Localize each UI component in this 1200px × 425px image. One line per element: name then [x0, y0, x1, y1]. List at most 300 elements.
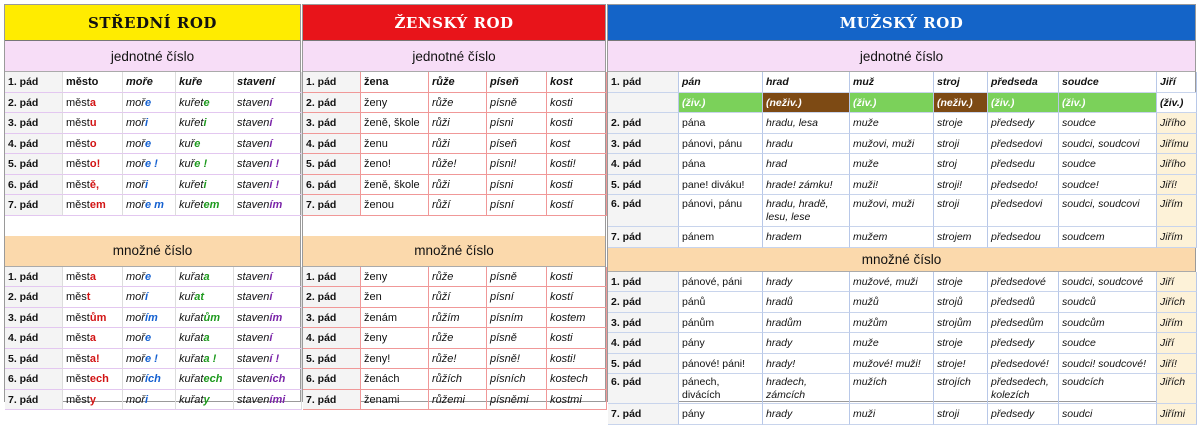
feminine-plural-label: množné číslo: [303, 236, 605, 267]
word-form: předsedy: [988, 333, 1059, 354]
word-ending: í: [269, 137, 273, 150]
word-stem: měst: [66, 270, 90, 283]
word-stem: moř: [126, 373, 145, 385]
word-form: Jiřími: [1157, 404, 1197, 425]
word-stem: staven: [237, 393, 270, 406]
word-form: Jiřích: [1157, 374, 1197, 404]
feminine-plural-table: [303, 267, 605, 411]
word-ending: i: [144, 117, 149, 129]
word-form: pánovi, pánu: [679, 195, 763, 227]
word-form: růžemi: [429, 390, 487, 411]
word-form: [123, 93, 176, 114]
word-form: [123, 134, 176, 155]
word-form: písní: [487, 287, 547, 308]
header-word: píseň: [487, 72, 547, 93]
word-form: [123, 308, 176, 329]
word-ending: i: [144, 393, 149, 406]
word-stem: kuřet: [179, 199, 204, 211]
header-word: žena: [361, 72, 429, 93]
word-stem: měst: [66, 373, 90, 385]
case-label: 2. pád: [608, 113, 679, 134]
word-form: pána: [679, 154, 763, 175]
word-form: pánů: [679, 292, 763, 313]
word-form: kosti: [547, 328, 607, 349]
word-stem: moř: [126, 137, 145, 150]
word-ending: ími: [269, 393, 286, 406]
word-ending: e !: [144, 158, 158, 170]
word-ending: i: [203, 178, 207, 191]
word-stem: kuřat: [179, 332, 204, 344]
word-form: hrady: [763, 272, 850, 293]
word-stem: měst: [66, 393, 90, 406]
word-form: [63, 369, 123, 390]
word-form: předsedovi: [988, 195, 1059, 227]
case-label: 2. pád: [5, 287, 63, 308]
word-form: předsedové: [988, 272, 1059, 293]
word-form: soudce: [1059, 333, 1157, 354]
word-stem: staven: [237, 373, 270, 385]
word-form: pány: [679, 404, 763, 425]
word-form: kost: [547, 134, 607, 155]
word-form: hrady!: [763, 354, 850, 375]
word-form: pánem: [679, 227, 763, 248]
header-word: kost: [547, 72, 607, 93]
word-form: kosti!: [547, 154, 607, 175]
feminine-title: ŽENSKÝ ROD: [303, 5, 605, 41]
masculine-panel: [607, 4, 1196, 420]
word-form: pane! diváku!: [679, 175, 763, 196]
case-label: 6. pád: [608, 374, 679, 404]
header-word: Jiří: [1157, 72, 1197, 93]
word-form: pánech, divácích: [679, 374, 763, 404]
word-stem: kuřat: [179, 393, 204, 406]
word-stem: staven: [237, 270, 270, 283]
word-ending: ech: [89, 373, 109, 385]
word-form: stroje: [934, 113, 988, 134]
case-label: 1. pád: [5, 72, 63, 93]
word-stem: kuřet: [179, 178, 204, 191]
word-form: soudce: [1059, 154, 1157, 175]
animacy-label: (živ.): [1157, 93, 1197, 114]
word-form: růží: [429, 287, 487, 308]
case-label: 5. pád: [303, 154, 361, 175]
word-ending: a!: [89, 352, 100, 365]
word-ending: i: [203, 117, 207, 129]
word-form: ženám: [361, 308, 429, 329]
word-form: písním: [487, 308, 547, 329]
word-form: [176, 154, 234, 175]
word-stem: moř: [126, 393, 145, 406]
case-label: 3. pád: [5, 113, 63, 134]
word-stem: moř: [126, 117, 145, 129]
case-label: 7. pád: [608, 227, 679, 248]
header-word: stroj: [934, 72, 988, 93]
word-stem: staven: [237, 137, 270, 150]
word-form: růžích: [429, 369, 487, 390]
word-form: stroje: [934, 272, 988, 293]
word-ending: i: [144, 178, 149, 191]
word-form: [63, 134, 123, 155]
word-form: ženu: [361, 134, 429, 155]
word-stem: staven: [237, 117, 270, 129]
header-word: předseda: [988, 72, 1059, 93]
word-form: soudcem: [1059, 227, 1157, 248]
word-form: mužem: [850, 227, 934, 248]
word-form: soudce!: [1059, 175, 1157, 196]
word-form: kosti: [547, 267, 607, 288]
word-form: [176, 349, 234, 370]
case-label: 7. pád: [5, 195, 63, 216]
feminine-singular-table: [303, 72, 605, 216]
animacy-label: (neživ.): [934, 93, 988, 114]
word-ending: a: [89, 332, 96, 344]
case-label: 5. pád: [303, 349, 361, 370]
word-stem: kuřat: [179, 352, 204, 365]
case-label: 3. pád: [608, 313, 679, 334]
word-form: mužovi, muži: [850, 134, 934, 155]
word-form: písní: [487, 195, 547, 216]
word-stem: moř: [126, 199, 145, 211]
word-ending: ím: [144, 311, 158, 324]
word-ending: í !: [269, 352, 280, 365]
word-form: stroji: [934, 134, 988, 155]
word-form: [123, 154, 176, 175]
word-form: kosti: [547, 93, 607, 114]
header-word: muž: [850, 72, 934, 93]
word-form: strojům: [934, 313, 988, 334]
word-form: Jiřím: [1157, 227, 1197, 248]
case-label: 4. pád: [303, 328, 361, 349]
word-form: [176, 93, 234, 114]
word-form: [176, 134, 234, 155]
word-ending: e: [144, 137, 152, 150]
word-form: kosti!: [547, 349, 607, 370]
word-form: hradů: [763, 292, 850, 313]
word-ending: í: [144, 291, 149, 303]
word-form: Jiřím: [1157, 313, 1197, 334]
case-label: 1. pád: [608, 272, 679, 293]
word-form: stroje: [934, 333, 988, 354]
word-stem: kuřat: [179, 270, 204, 283]
word-form: soudci, soudcovi: [1059, 195, 1157, 227]
word-stem: měst: [66, 137, 90, 150]
word-stem: měst: [66, 96, 90, 109]
word-form: růži: [429, 175, 487, 196]
word-ending: ě,: [89, 178, 100, 191]
case-label: 1. pád: [5, 267, 63, 288]
word-form: Jiří: [1157, 333, 1197, 354]
case-label: 7. pád: [608, 404, 679, 425]
word-ending: e: [144, 270, 152, 283]
word-form: mužích: [850, 374, 934, 404]
masculine-plural-label: množné číslo: [608, 248, 1195, 272]
case-label: 1. pád: [303, 72, 361, 93]
word-form: muže: [850, 154, 934, 175]
word-form: hradu, hradě, lesu, lese: [763, 195, 850, 227]
word-form: [234, 308, 302, 329]
word-form: ženě, škole: [361, 175, 429, 196]
word-form: [123, 369, 176, 390]
header-word: moře: [123, 72, 176, 93]
case-label: 6. pád: [5, 175, 63, 196]
word-form: ženě, škole: [361, 113, 429, 134]
word-stem: moř: [126, 178, 145, 191]
word-stem: staven: [237, 96, 270, 109]
word-form: hradech, zámcích: [763, 374, 850, 404]
word-form: soudcům: [1059, 313, 1157, 334]
word-form: soudce: [1059, 113, 1157, 134]
word-form: Jiřích: [1157, 292, 1197, 313]
word-form: soudcích: [1059, 374, 1157, 404]
word-form: ženo!: [361, 154, 429, 175]
word-form: [234, 287, 302, 308]
word-form: ženy: [361, 328, 429, 349]
animacy-spacer: [608, 93, 679, 114]
word-form: ženy: [361, 93, 429, 114]
word-form: [63, 390, 123, 411]
word-form: písni: [487, 175, 547, 196]
word-ending: e !: [194, 158, 208, 170]
word-ending: y: [203, 393, 210, 406]
word-form: stroje!: [934, 354, 988, 375]
word-form: předsedové!: [988, 354, 1059, 375]
word-form: soudců: [1059, 292, 1157, 313]
word-form: pánové! páni!: [679, 354, 763, 375]
word-stem: měst: [66, 117, 90, 129]
word-form: [234, 195, 302, 216]
word-form: [123, 113, 176, 134]
case-label: 5. pád: [608, 354, 679, 375]
word-stem: kuř: [179, 291, 195, 303]
word-form: kostech: [547, 369, 607, 390]
word-stem: kuř: [179, 158, 195, 170]
word-form: [63, 113, 123, 134]
word-stem: moř: [126, 270, 145, 283]
case-label: 2. pád: [5, 93, 63, 114]
header-word: kuře: [176, 72, 234, 93]
case-label: 5. pád: [5, 154, 63, 175]
word-form: žen: [361, 287, 429, 308]
word-ending: e: [194, 137, 201, 150]
word-form: [63, 308, 123, 329]
animacy-label: (živ.): [679, 93, 763, 114]
word-form: soudci: [1059, 404, 1157, 425]
word-form: mužové! muži!: [850, 354, 934, 375]
word-stem: měst: [66, 178, 90, 191]
word-form: hradu: [763, 134, 850, 155]
word-stem: měst: [66, 332, 90, 344]
word-form: hrady: [763, 404, 850, 425]
feminine-singular-label: jednotné číslo: [303, 41, 605, 72]
case-label: 3. pád: [5, 308, 63, 329]
word-form: růží: [429, 195, 487, 216]
word-form: předsedo!: [988, 175, 1059, 196]
case-label: 6. pád: [5, 369, 63, 390]
word-form: písně: [487, 328, 547, 349]
case-label: 7. pád: [5, 390, 63, 411]
word-ending: í: [269, 117, 273, 129]
word-ending: u: [89, 117, 97, 129]
word-stem: kuřat: [179, 373, 204, 385]
word-form: mužů: [850, 292, 934, 313]
word-ending: a: [203, 270, 210, 283]
word-form: [176, 267, 234, 288]
case-label: 6. pád: [303, 369, 361, 390]
word-form: stroji: [934, 195, 988, 227]
word-stem: kuřet: [179, 96, 204, 109]
word-form: předsedou: [988, 227, 1059, 248]
word-stem: staven: [237, 311, 270, 324]
header-word: stavení: [234, 72, 302, 93]
word-ending: e: [144, 96, 152, 109]
word-form: [63, 93, 123, 114]
word-form: strojích: [934, 374, 988, 404]
word-form: [176, 369, 234, 390]
word-stem: staven: [237, 352, 270, 365]
word-form: ženy!: [361, 349, 429, 370]
word-ending: a !: [203, 352, 217, 365]
word-form: [63, 328, 123, 349]
word-form: předsedovi: [988, 134, 1059, 155]
word-form: pány: [679, 333, 763, 354]
word-form: [234, 349, 302, 370]
word-form: [176, 328, 234, 349]
case-label: 1. pád: [303, 267, 361, 288]
animacy-label: (neživ.): [763, 93, 850, 114]
word-form: stroji!: [934, 175, 988, 196]
word-ending: ech: [203, 373, 223, 385]
word-form: růži: [429, 134, 487, 155]
case-label: 6. pád: [303, 175, 361, 196]
word-ending: ím: [269, 311, 283, 324]
word-form: pánovi, pánu: [679, 134, 763, 155]
word-stem: kuř: [179, 137, 195, 150]
case-label: 7. pád: [303, 195, 361, 216]
word-form: [123, 349, 176, 370]
word-form: písně!: [487, 349, 547, 370]
word-ending: o: [89, 137, 97, 150]
case-label: 2. pád: [303, 287, 361, 308]
word-form: mužům: [850, 313, 934, 334]
case-label: 4. pád: [5, 134, 63, 155]
word-form: kostmi: [547, 390, 607, 411]
header-word: pán: [679, 72, 763, 93]
case-label: 2. pád: [303, 93, 361, 114]
word-stem: měst: [66, 158, 90, 170]
word-stem: měs: [66, 291, 87, 303]
word-form: předsedu: [988, 154, 1059, 175]
case-label: 5. pád: [5, 349, 63, 370]
word-form: hradům: [763, 313, 850, 334]
word-form: [123, 195, 176, 216]
word-form: [176, 287, 234, 308]
word-form: [63, 175, 123, 196]
word-form: [123, 175, 176, 196]
word-form: pánům: [679, 313, 763, 334]
word-form: [63, 349, 123, 370]
word-form: stroj: [934, 154, 988, 175]
word-form: ženy: [361, 267, 429, 288]
case-label: 7. pád: [303, 390, 361, 411]
word-stem: staven: [237, 158, 270, 170]
word-form: soudci, soudcové: [1059, 272, 1157, 293]
case-label: 3. pád: [303, 113, 361, 134]
word-stem: moř: [126, 158, 145, 170]
animacy-label: (živ.): [1059, 93, 1157, 114]
case-label: 4. pád: [608, 333, 679, 354]
word-form: ženou: [361, 195, 429, 216]
word-form: písně: [487, 267, 547, 288]
word-form: písni: [487, 113, 547, 134]
word-form: soudci! soudcové!: [1059, 354, 1157, 375]
neuter-singular-table: [5, 72, 300, 216]
word-form: [234, 154, 302, 175]
word-stem: měst: [66, 199, 90, 211]
header-word: hrad: [763, 72, 850, 93]
word-form: Jiří!: [1157, 175, 1197, 196]
neuter-singular-label: jednotné číslo: [5, 41, 300, 72]
masculine-singular-table: [608, 72, 1195, 248]
word-form: [63, 267, 123, 288]
word-ending: a: [203, 332, 210, 344]
word-form: růže!: [429, 349, 487, 370]
word-form: růži: [429, 113, 487, 134]
word-form: pánové, páni: [679, 272, 763, 293]
word-form: růže: [429, 328, 487, 349]
word-form: kosti: [547, 175, 607, 196]
word-form: ženami: [361, 390, 429, 411]
case-label: 1. pád: [608, 72, 679, 93]
word-stem: staven: [237, 291, 270, 303]
word-form: [123, 267, 176, 288]
header-word: soudce: [1059, 72, 1157, 93]
word-form: hradu, lesa: [763, 113, 850, 134]
word-ending: e: [203, 96, 210, 109]
word-form: kosti: [547, 113, 607, 134]
word-form: mužové, muži: [850, 272, 934, 293]
word-form: [63, 287, 123, 308]
word-form: [176, 195, 234, 216]
word-form: [123, 328, 176, 349]
masculine-plural-table: [608, 272, 1195, 425]
word-form: Jiří: [1157, 272, 1197, 293]
word-ending: ích: [144, 373, 161, 385]
header-word: růže: [429, 72, 487, 93]
word-form: Jiřího: [1157, 113, 1197, 134]
word-form: Jiří!: [1157, 354, 1197, 375]
word-form: [176, 390, 234, 411]
word-form: [176, 175, 234, 196]
word-ending: í: [269, 96, 273, 109]
word-ending: a: [89, 96, 96, 109]
word-form: [123, 287, 176, 308]
case-label: 4. pád: [608, 154, 679, 175]
word-stem: kuřat: [179, 311, 204, 324]
word-ending: í: [269, 332, 273, 344]
case-label: 2. pád: [608, 292, 679, 313]
word-form: písněmi: [487, 390, 547, 411]
word-stem: staven: [237, 199, 270, 211]
word-form: růžím: [429, 308, 487, 329]
word-form: [123, 390, 176, 411]
word-ending: ům: [89, 311, 107, 324]
word-form: [234, 93, 302, 114]
word-ending: ích: [269, 373, 286, 385]
word-form: [176, 113, 234, 134]
neuter-title: STŘEDNÍ ROD: [5, 5, 300, 41]
word-stem: moř: [126, 96, 145, 109]
word-form: muži: [850, 404, 934, 425]
